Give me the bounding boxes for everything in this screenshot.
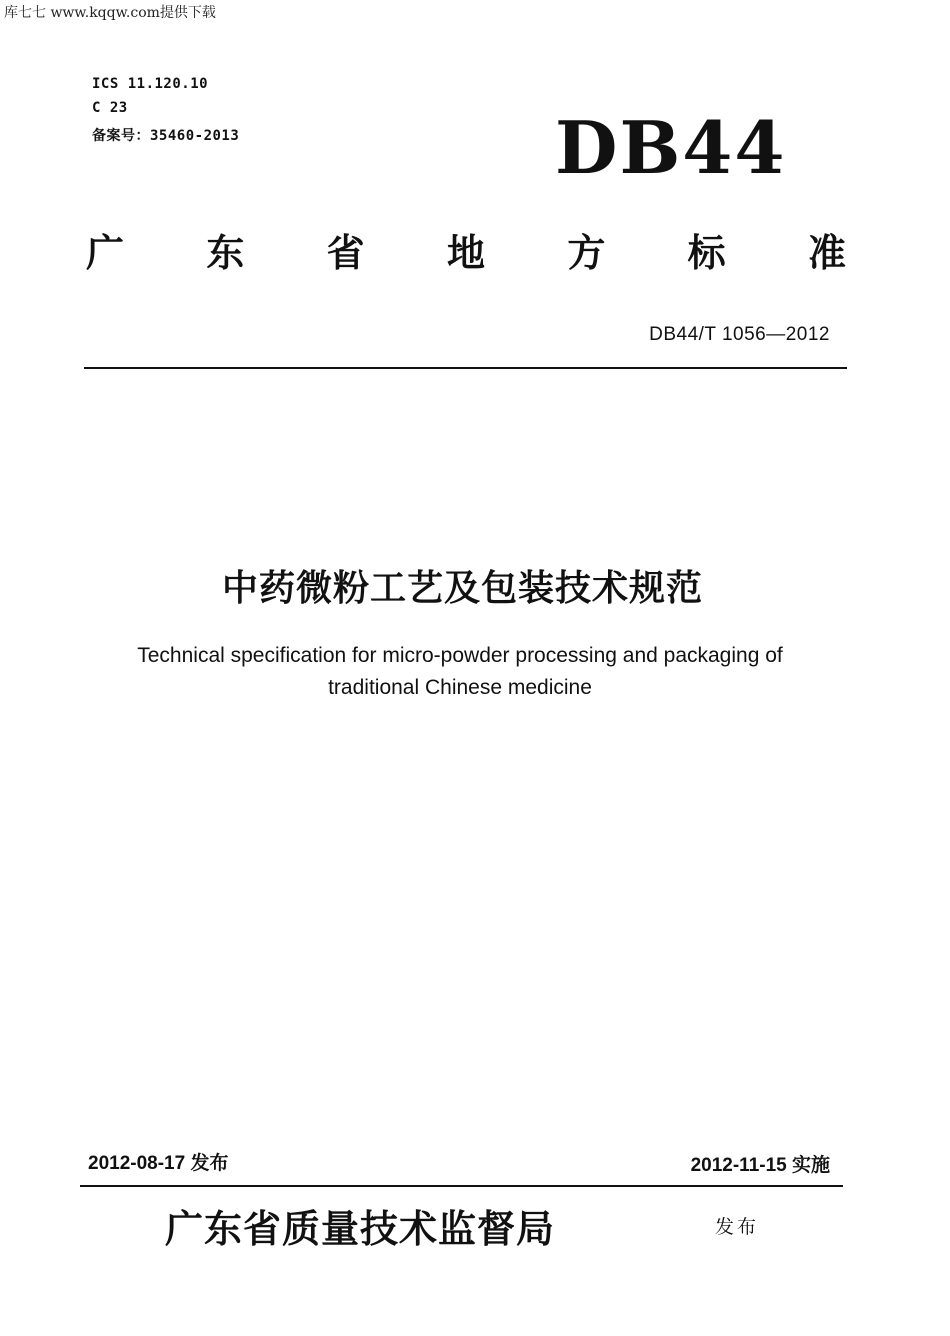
chinese-title: 中药微粉工艺及包装技术规范 bbox=[221, 568, 703, 609]
ics-code: ICS 11.120.10 bbox=[92, 76, 209, 92]
publish-label: 发布 bbox=[715, 1216, 760, 1238]
banner-char: 省 bbox=[326, 231, 365, 275]
db44-logo: DB44 bbox=[555, 105, 787, 190]
issuing-authority: 广东省质量技术监督局 bbox=[165, 1206, 556, 1251]
banner-char: 准 bbox=[807, 231, 846, 275]
bottom-divider bbox=[80, 1185, 843, 1187]
issue-date: 2012-08-17 发布 bbox=[88, 1153, 229, 1174]
standard-number: DB44/T 1056—2012 bbox=[649, 324, 830, 345]
banner-char: 地 bbox=[446, 231, 485, 275]
english-title-line-1: Technical specification for micro-powder processing and packaging of bbox=[137, 644, 783, 667]
standard-type-banner bbox=[86, 222, 846, 277]
banner-char: 方 bbox=[567, 231, 606, 275]
top-divider bbox=[84, 367, 847, 369]
implementation-date: 2012-11-15 实施 bbox=[690, 1155, 830, 1176]
watermark-text: 库七七 www.kqqw.com提供下载 bbox=[4, 5, 216, 21]
banner-char: 标 bbox=[687, 231, 726, 275]
banner-char: 东 bbox=[206, 231, 245, 275]
english-title-line-2: traditional Chinese medicine bbox=[328, 676, 592, 699]
filing-number: 备案号：35460-2013 bbox=[92, 128, 240, 144]
english-title bbox=[60, 640, 860, 704]
banner-char: 广 bbox=[86, 231, 125, 275]
ccs-code: C 23 bbox=[92, 100, 128, 116]
